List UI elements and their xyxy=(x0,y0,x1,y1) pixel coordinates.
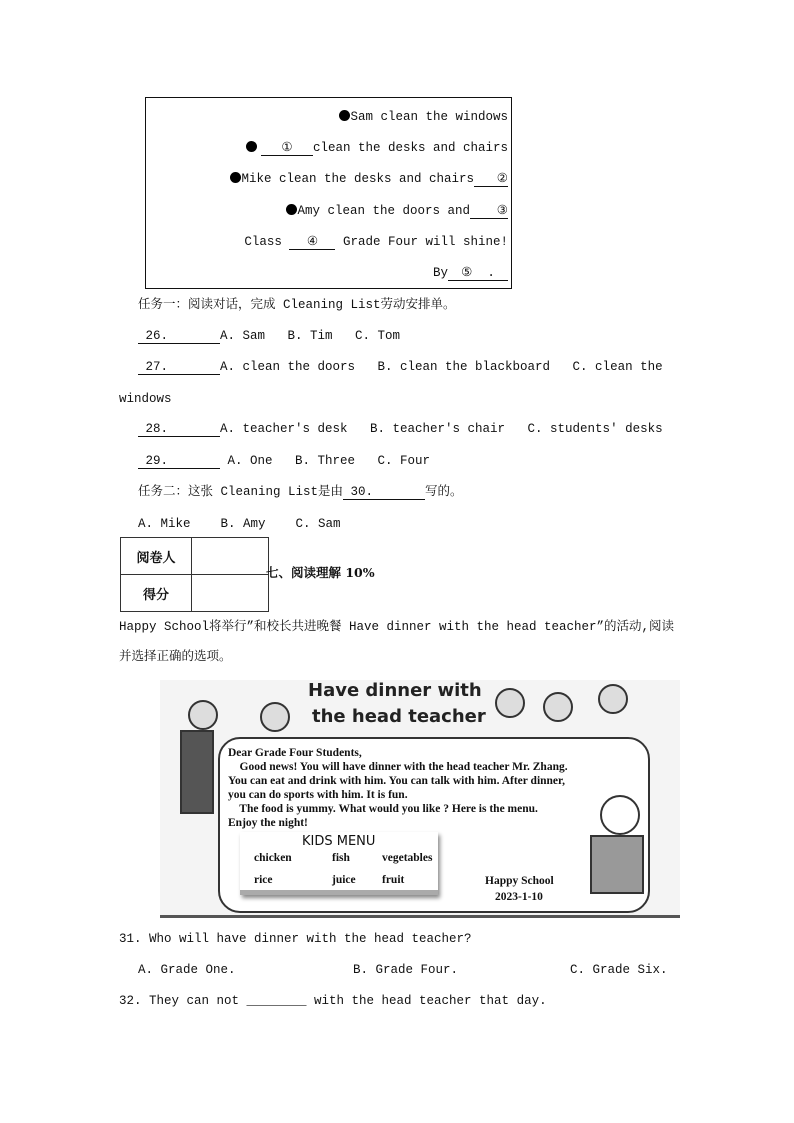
answer-blank[interactable] xyxy=(138,454,220,469)
question-number: 30. xyxy=(350,485,374,499)
letter-line: Good news! You will have dinner with the head teacher Mr. Zhang. xyxy=(228,761,568,773)
menu-item: vegetables xyxy=(382,852,433,864)
question-27-wrap: windows xyxy=(119,392,172,406)
poster-title-1: Have dinner with xyxy=(308,680,482,701)
cartoon-kid xyxy=(598,684,628,714)
text: Grade Four will shine! xyxy=(342,235,508,249)
q31-option-b[interactable]: B. Grade Four. xyxy=(353,963,459,977)
question-number: 27. xyxy=(145,360,169,374)
blank-2[interactable]: ② xyxy=(474,172,508,187)
reviewer-cell[interactable] xyxy=(192,538,269,575)
letter-line: you can do sports with him. It is fun. xyxy=(228,789,408,801)
list-line-1 xyxy=(339,109,508,125)
cartoon-kid-body xyxy=(590,835,644,894)
blank-1[interactable]: ① xyxy=(261,141,313,156)
bullet-icon xyxy=(230,172,241,183)
letter-line: Enjoy the night! xyxy=(228,817,308,829)
answer-blank[interactable] xyxy=(343,485,425,500)
text: 任务二：这张 Cleaning List是由 xyxy=(138,485,344,499)
list-line-4 xyxy=(286,203,508,219)
menu-item: fish xyxy=(332,852,350,864)
cartoon-kid xyxy=(260,702,290,732)
question-28 xyxy=(138,421,663,437)
question-31: 31. Who will have dinner with the head teacher? xyxy=(119,932,472,946)
options: A. teacher's desk B. teacher's chair C. students' desks xyxy=(220,422,663,436)
blank-4[interactable]: ④ xyxy=(289,235,335,250)
answer-blank[interactable] xyxy=(138,360,220,375)
options: A. One B. Three C. Four xyxy=(220,454,431,468)
question-26 xyxy=(138,328,400,344)
cartoon-kid xyxy=(495,688,525,718)
intro-line-2: 并选择正确的选项。 xyxy=(119,650,232,664)
menu-item: fruit xyxy=(382,874,405,886)
text: Mike clean the desks and chairs xyxy=(241,172,474,186)
question-32: 32. They can not ________ with the head teacher that day. xyxy=(119,994,547,1008)
poster-image xyxy=(160,680,680,918)
poster-title-2: the head teacher xyxy=(312,706,486,727)
text: Amy clean the doors and xyxy=(297,204,470,218)
task2-question xyxy=(138,484,463,500)
menu-item: chicken xyxy=(254,852,292,864)
score-table xyxy=(120,537,269,612)
cartoon-kid xyxy=(188,700,218,730)
question-number: 28. xyxy=(145,422,169,436)
reviewer-label: 阅卷人 xyxy=(121,538,192,575)
cartoon-kid xyxy=(600,795,640,835)
question-27 xyxy=(138,359,663,375)
period: . xyxy=(487,266,495,280)
intro-line-1: Happy School将举行”和校长共进晚餐 Have dinner with the head teacher”的活动,阅读 xyxy=(119,620,675,634)
bullet-icon xyxy=(246,141,257,152)
score-label: 得分 xyxy=(121,575,192,612)
question-number: 29. xyxy=(145,454,169,468)
text: By xyxy=(432,266,448,280)
cartoon-kid xyxy=(543,692,573,722)
list-line-6 xyxy=(433,265,508,281)
q31-option-a[interactable]: A. Grade One. xyxy=(138,963,236,977)
text: 写的。 xyxy=(425,485,463,499)
task1-instruction: 任务一：阅读对话，完成 Cleaning List劳动安排单。 xyxy=(138,298,456,312)
text: Class xyxy=(244,235,282,249)
section-heading: 七、阅读理解 10% xyxy=(266,565,375,580)
question-30-options: A. Mike B. Amy C. Sam xyxy=(138,517,341,531)
blank-5-label: ⑤ xyxy=(461,266,473,280)
menu-item: juice xyxy=(332,874,356,886)
date: 2023-1-10 xyxy=(495,891,543,903)
list-line-5 xyxy=(244,234,508,250)
question-number: 26. xyxy=(145,329,169,343)
answer-blank[interactable] xyxy=(138,422,220,437)
cartoon-kid-body xyxy=(180,730,214,814)
text: Sam clean the windows xyxy=(350,110,508,124)
options: A. clean the doors B. clean the blackboard C. clean the xyxy=(220,360,663,374)
list-line-3 xyxy=(230,171,508,187)
question-29 xyxy=(138,453,430,469)
menu-item: rice xyxy=(254,874,273,886)
bullet-icon xyxy=(339,110,350,121)
menu-title: KIDS MENU xyxy=(302,834,376,849)
blank-3[interactable]: ③ xyxy=(470,204,508,219)
options: A. Sam B. Tim C. Tom xyxy=(220,329,401,343)
text: clean the desks and chairs xyxy=(312,141,508,155)
blank-5[interactable] xyxy=(448,266,508,281)
letter-line: The food is yummy. What would you like ? Here is the menu. xyxy=(228,803,538,815)
score-cell[interactable] xyxy=(192,575,269,612)
cleaning-list-box xyxy=(145,97,512,289)
list-line-2 xyxy=(246,140,508,156)
bullet-icon xyxy=(286,204,297,215)
letter-line: You can eat and drink with him. You can talk with him. After dinner, xyxy=(228,775,565,787)
q31-option-c[interactable]: C. Grade Six. xyxy=(570,963,668,977)
letter-line: Dear Grade Four Students, xyxy=(228,747,362,759)
answer-blank[interactable] xyxy=(138,329,220,344)
signature: Happy School xyxy=(485,875,554,887)
kids-menu xyxy=(240,832,438,895)
